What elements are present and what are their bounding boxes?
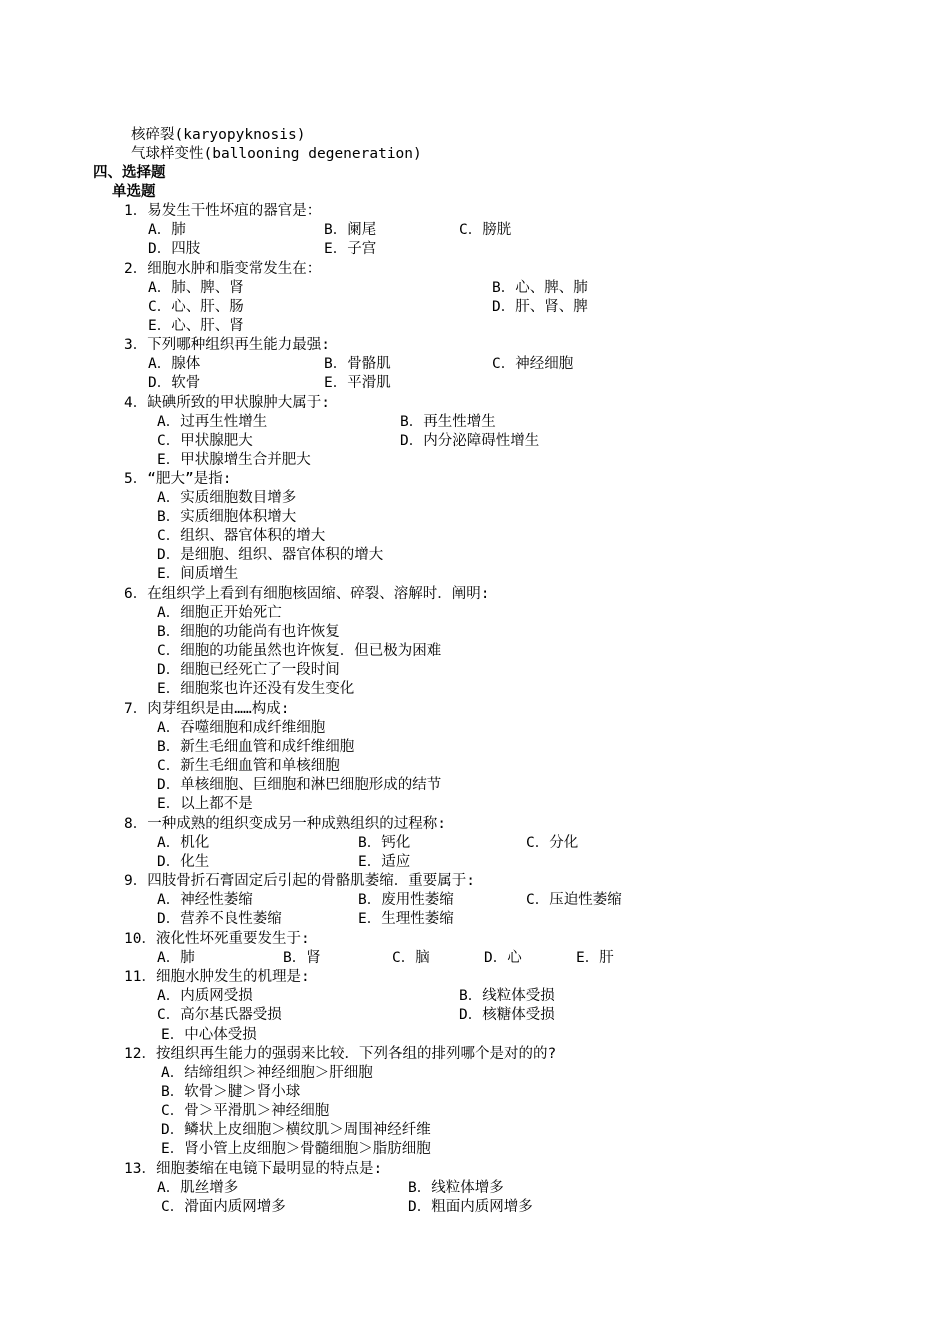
- answer-option: A．细胞正开始死亡: [157, 605, 282, 621]
- answer-option: E．以上都不是: [157, 796, 253, 812]
- answer-option: D．心: [484, 950, 522, 966]
- answer-option: C．组织、器官体积的增大: [157, 528, 326, 544]
- answer-option: A．结缔组织＞神经细胞＞肝细胞: [161, 1065, 373, 1081]
- answer-option: D．是细胞、组织、器官体积的增大: [157, 547, 384, 563]
- answer-option: C．脑: [392, 950, 430, 966]
- answer-option: C．高尔基氏器受损: [157, 1007, 282, 1023]
- answer-option: B．废用性萎缩: [358, 892, 454, 908]
- answer-option: C．骨＞平滑肌＞神经细胞: [161, 1103, 330, 1119]
- question-stem: 3．下列哪种组织再生能力最强:: [124, 337, 330, 353]
- answer-option: C．神经细胞: [492, 356, 574, 372]
- answer-option: A．机化: [157, 835, 210, 851]
- question-stem: 13．细胞萎缩在电镜下最明显的特点是:: [124, 1161, 383, 1177]
- answer-option: D．肝、肾、脾: [492, 299, 588, 315]
- question-stem: 7．肉芽组织是由……构成:: [124, 701, 290, 717]
- answer-option: A．神经性萎缩: [157, 892, 253, 908]
- answer-option: E．甲状腺增生合并肥大: [157, 452, 311, 468]
- answer-option: C．细胞的功能虽然也许恢复．但已极为困难: [157, 643, 442, 659]
- answer-option: B．钙化: [358, 835, 411, 851]
- question-stem: 8．一种成熟的组织变成另一种成熟组织的过程称:: [124, 816, 446, 832]
- answer-option: B．再生性增生: [400, 414, 496, 430]
- answer-option: E．子宫: [324, 241, 377, 257]
- answer-option: C．新生毛细血管和单核细胞: [157, 758, 340, 774]
- answer-option: B．骨骼肌: [324, 356, 391, 372]
- question-stem: 1．易发生干性坏疽的器官是：: [124, 203, 322, 219]
- question-stem: 9．四肢骨折石膏固定后引起的骨骼肌萎缩．重要属于:: [124, 873, 475, 889]
- answer-option: A．肌丝增多: [157, 1180, 239, 1196]
- answer-option: B．心、脾、肺: [492, 280, 588, 296]
- answer-option: A．肺: [148, 222, 186, 238]
- answer-option: B．软骨＞腱＞肾小球: [161, 1084, 301, 1100]
- question-stem: 12．按组织再生能力的强弱来比较．下列各组的排列哪个是对的的?: [124, 1046, 557, 1062]
- answer-option: D．营养不良性萎缩: [157, 911, 282, 927]
- answer-option: D．粗面内质网增多: [408, 1199, 533, 1215]
- answer-option: E．生理性萎缩: [358, 911, 454, 927]
- answer-option: A．肺、脾、肾: [148, 280, 244, 296]
- answer-option: A．内质网受损: [157, 988, 253, 1004]
- answer-option: E．平滑肌: [324, 375, 391, 391]
- answer-option: B．实质细胞体积增大: [157, 509, 297, 525]
- answer-option: A．腺体: [148, 356, 201, 372]
- question-stem: 10．液化性坏死重要发生于:: [124, 931, 310, 947]
- answer-option: E．心、肝、肾: [148, 318, 244, 334]
- answer-option: C．膀胱: [459, 222, 512, 238]
- answer-option: B．阑尾: [324, 222, 377, 238]
- answer-option: C．心、肝、肠: [148, 299, 244, 315]
- answer-option: A．吞噬细胞和成纤维细胞: [157, 720, 326, 736]
- answer-option: D．细胞已经死亡了一段时间: [157, 662, 340, 678]
- answer-option: C．甲状腺肥大: [157, 433, 253, 449]
- answer-option: A．过再生性增生: [157, 414, 268, 430]
- answer-option: D．核糖体受损: [459, 1007, 555, 1023]
- answer-option: C．压迫性萎缩: [526, 892, 622, 908]
- answer-option: E．间质增生: [157, 566, 239, 582]
- subsection-title: 单选题: [112, 184, 156, 200]
- answer-option: A．肺: [157, 950, 195, 966]
- answer-option: E．细胞浆也许还没有发生变化: [157, 681, 355, 697]
- answer-option: E．肾小管上皮细胞＞骨髓细胞＞脂肪细胞: [161, 1141, 431, 1157]
- answer-option: B．细胞的功能尚有也许恢复: [157, 624, 340, 640]
- answer-option: A．实质细胞数目增多: [157, 490, 297, 506]
- answer-option: D．化生: [157, 854, 210, 870]
- question-stem: 11．细胞水肿发生的机理是:: [124, 969, 310, 985]
- answer-option: D．单核细胞、巨细胞和淋巴细胞形成的结节: [157, 777, 442, 793]
- answer-option: D．软骨: [148, 375, 201, 391]
- answer-option: B．肾: [283, 950, 321, 966]
- answer-option: B．线粒体增多: [408, 1180, 504, 1196]
- section-title: 四、选择题: [93, 165, 166, 181]
- question-stem: 6．在组织学上看到有细胞核固缩、碎裂、溶解时．阐明:: [124, 586, 490, 602]
- answer-option: C．分化: [526, 835, 579, 851]
- question-stem: 4．缺碘所致的甲状腺肿大属于:: [124, 395, 330, 411]
- answer-option: D．鳞状上皮细胞＞横纹肌＞周围神经纤维: [161, 1122, 431, 1138]
- answer-option: E．中心体受损: [161, 1027, 257, 1043]
- answer-option: C．滑面内质网增多: [161, 1199, 286, 1215]
- question-stem: 2．细胞水肿和脂变常发生在：: [124, 261, 322, 277]
- answer-option: D．四肢: [148, 241, 201, 257]
- term-line: 核碎裂(karyopyknosis): [131, 127, 306, 143]
- answer-option: E．肝: [576, 950, 614, 966]
- question-stem: 5．“肥大”是指:: [124, 471, 232, 487]
- answer-option: D．内分泌障碍性增生: [400, 433, 540, 449]
- term-line: 气球样变性(ballooning degeneration): [131, 146, 422, 162]
- answer-option: B．线粒体受损: [459, 988, 555, 1004]
- answer-option: B．新生毛细血管和成纤维细胞: [157, 739, 355, 755]
- answer-option: E．适应: [358, 854, 411, 870]
